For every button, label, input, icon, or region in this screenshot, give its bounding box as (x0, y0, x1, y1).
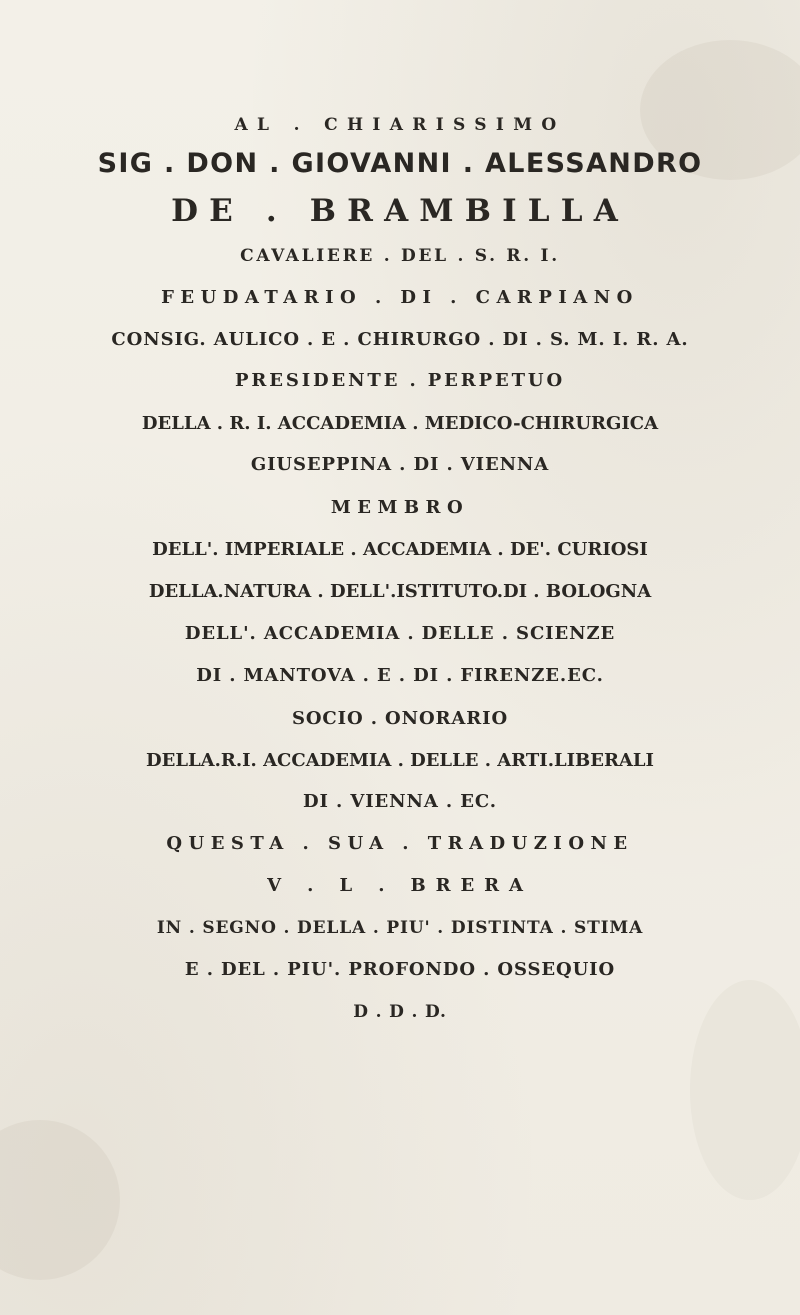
paper-stain (0, 1120, 120, 1280)
dedication-line-4: CAVALIERE . DEL . S. R. I. (240, 246, 560, 266)
dedication-line-12: DELLA.NATURA . DELL'.ISTITUTO.DI . BOLOGNA (148, 581, 652, 602)
dedication-line-9: GIUSEPPINA . DI . VIENNA (250, 454, 550, 475)
dedication-line-15: SOCIO . ONORARIO (291, 708, 509, 729)
dedication-line-8: DELLA . R. I. ACCADEMIA . MEDICO-CHIRURGICA (141, 413, 659, 434)
dedication-line-1: AL . CHIARISSIMO (234, 115, 566, 135)
dedication-line-2: SIG . DON . GIOVANNI . ALESSANDRO (97, 148, 703, 179)
dedication-line-3: DE . BRAMBILLA (171, 193, 629, 229)
dedication-line-22: D . D . D. (353, 1002, 447, 1022)
dedication-line-14: DI . MANTOVA . E . DI . FIRENZE.EC. (196, 665, 604, 686)
dedication-line-18: QUESTA . SUA . TRADUZIONE (166, 833, 634, 854)
dedication-line-10: MEMBRO (330, 497, 470, 518)
dedication-line-6: CONSIG. AULICO . E . CHIRURGO . DI . S. M. I. R. A. (111, 329, 689, 350)
dedication-line-11: DELL'. IMPERIALE . ACCADEMIA . DE'. CURIOSI (152, 539, 648, 560)
dedication-line-5: FEUDATARIO . DI . CARPIANO (161, 287, 639, 308)
dedication-line-13: DELL'. ACCADEMIA . DELLE . SCIENZE (184, 623, 616, 644)
dedication-line-19: V . L . BRERA (267, 875, 533, 896)
dedication-line-17: DI . VIENNA . EC. (303, 791, 497, 812)
dedication-line-7: PRESIDENTE . PERPETUO (234, 370, 566, 391)
dedication-line-20: IN . SEGNO . DELLA . PIU' . DISTINTA . STIMA (156, 918, 644, 938)
dedication-line-21: E . DEL . PIU'. PROFONDO . OSSEQUIO (184, 959, 616, 980)
dedication-line-16: DELLA.R.I. ACCADEMIA . DELLE . ARTI.LIBERALI (146, 750, 654, 771)
